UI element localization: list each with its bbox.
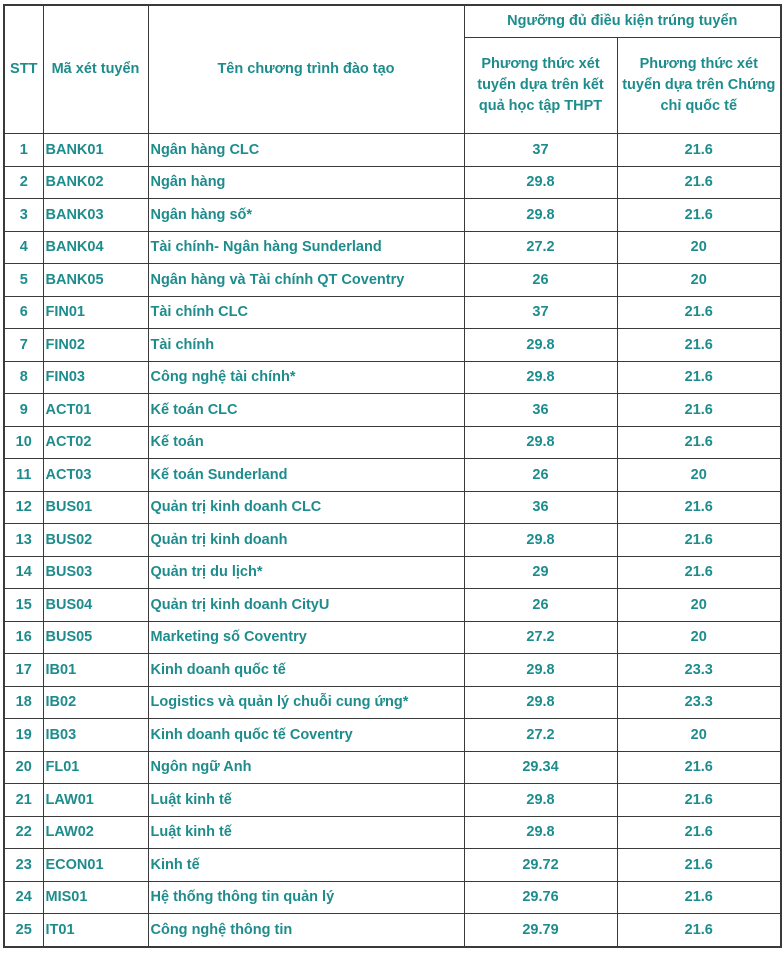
cell-code: BUS04 (43, 589, 148, 622)
cell-code: ACT02 (43, 426, 148, 459)
table-row (4, 426, 781, 459)
cell-stt: 2 (4, 166, 43, 199)
cell-thpt-score: 29.8 (464, 426, 617, 459)
cell-cert-score: 21.6 (617, 426, 781, 459)
cell-thpt-score: 26 (464, 589, 617, 622)
cell-cert-score: 21.6 (617, 751, 781, 784)
cell-program-name: Ngân hàng số* (148, 199, 464, 232)
cell-cert-score: 21.6 (617, 556, 781, 589)
table-row (4, 719, 781, 752)
cell-thpt-score: 37 (464, 296, 617, 329)
cell-code: IB01 (43, 654, 148, 687)
cell-code: FIN03 (43, 361, 148, 394)
cell-thpt-score: 29.76 (464, 881, 617, 914)
cell-program-name: Quản trị kinh doanh CLC (148, 491, 464, 524)
table-row (4, 394, 781, 427)
cell-thpt-score: 26 (464, 459, 617, 492)
cell-code: IT01 (43, 914, 148, 947)
cell-stt: 4 (4, 231, 43, 264)
cell-code: ACT03 (43, 459, 148, 492)
cell-stt: 15 (4, 589, 43, 622)
header-stt: STT (4, 5, 43, 134)
cell-program-name: Tài chính- Ngân hàng Sunderland (148, 231, 464, 264)
table-row (4, 296, 781, 329)
cell-cert-score: 21.6 (617, 394, 781, 427)
cell-program-name: Quản trị kinh doanh (148, 524, 464, 557)
cell-program-name: Logistics và quản lý chuỗi cung ứng* (148, 686, 464, 719)
header-code: Mã xét tuyển (43, 5, 148, 134)
cell-program-name: Tài chính (148, 329, 464, 362)
cell-cert-score: 20 (617, 459, 781, 492)
cell-thpt-score: 27.2 (464, 621, 617, 654)
cell-program-name: Kinh doanh quốc tế Coventry (148, 719, 464, 752)
table-row (4, 199, 781, 232)
cell-stt: 19 (4, 719, 43, 752)
cell-cert-score: 21.6 (617, 914, 781, 947)
cell-cert-score: 20 (617, 589, 781, 622)
cell-thpt-score: 26 (464, 264, 617, 297)
cell-program-name: Quản trị kinh doanh CityU (148, 589, 464, 622)
cell-stt: 10 (4, 426, 43, 459)
cell-thpt-score: 29.8 (464, 361, 617, 394)
cell-program-name: Marketing số Coventry (148, 621, 464, 654)
cell-stt: 24 (4, 881, 43, 914)
table-row (4, 264, 781, 297)
cell-stt: 14 (4, 556, 43, 589)
header-thpt-method: Phương thức xét tuyển dựa trên kết quả học tập THPT (464, 38, 617, 134)
table-row (4, 849, 781, 882)
cell-code: BUS02 (43, 524, 148, 557)
cell-cert-score: 21.6 (617, 881, 781, 914)
cell-program-name: Luật kinh tế (148, 816, 464, 849)
cell-thpt-score: 29.8 (464, 654, 617, 687)
cell-code: ACT01 (43, 394, 148, 427)
cell-code: BUS05 (43, 621, 148, 654)
header-threshold-group: Ngưỡng đủ điều kiện trúng tuyển (464, 5, 781, 38)
table-row (4, 751, 781, 784)
cell-program-name: Kinh doanh quốc tế (148, 654, 464, 687)
table-row (4, 654, 781, 687)
cell-cert-score: 21.6 (617, 134, 781, 167)
cell-cert-score: 21.6 (617, 199, 781, 232)
cell-cert-score: 20 (617, 621, 781, 654)
cell-stt: 9 (4, 394, 43, 427)
cell-code: BANK05 (43, 264, 148, 297)
cell-code: LAW02 (43, 816, 148, 849)
cell-stt: 20 (4, 751, 43, 784)
cell-cert-score: 21.6 (617, 524, 781, 557)
cell-code: BUS01 (43, 491, 148, 524)
cell-cert-score: 21.6 (617, 361, 781, 394)
header-row-top (4, 5, 781, 38)
cell-program-name: Luật kinh tế (148, 784, 464, 817)
cell-stt: 3 (4, 199, 43, 232)
cell-cert-score: 23.3 (617, 654, 781, 687)
cell-thpt-score: 29.8 (464, 329, 617, 362)
cell-stt: 17 (4, 654, 43, 687)
cell-thpt-score: 29.34 (464, 751, 617, 784)
cell-thpt-score: 29.72 (464, 849, 617, 882)
cell-stt: 11 (4, 459, 43, 492)
cell-stt: 23 (4, 849, 43, 882)
cell-thpt-score: 36 (464, 491, 617, 524)
cell-stt: 18 (4, 686, 43, 719)
cell-program-name: Kế toán (148, 426, 464, 459)
cell-cert-score: 21.6 (617, 296, 781, 329)
cell-code: BANK01 (43, 134, 148, 167)
cell-stt: 22 (4, 816, 43, 849)
cell-stt: 12 (4, 491, 43, 524)
cell-cert-score: 20 (617, 231, 781, 264)
cell-program-name: Ngân hàng (148, 166, 464, 199)
cell-thpt-score: 29.8 (464, 686, 617, 719)
cell-stt: 1 (4, 134, 43, 167)
table-body (4, 134, 781, 947)
cell-cert-score: 21.6 (617, 784, 781, 817)
cell-thpt-score: 27.2 (464, 231, 617, 264)
cell-thpt-score: 37 (464, 134, 617, 167)
cell-program-name: Hệ thống thông tin quản lý (148, 881, 464, 914)
cell-cert-score: 21.6 (617, 491, 781, 524)
cell-code: IB02 (43, 686, 148, 719)
cell-thpt-score: 36 (464, 394, 617, 427)
cell-cert-score: 21.6 (617, 166, 781, 199)
header-program-name: Tên chương trình đào tạo (148, 5, 464, 134)
cell-thpt-score: 29.8 (464, 784, 617, 817)
admission-threshold-table-container (3, 4, 782, 948)
admission-threshold-table (3, 4, 782, 948)
cell-program-name: Ngân hàng CLC (148, 134, 464, 167)
table-header (4, 5, 781, 134)
table-row (4, 881, 781, 914)
cell-cert-score: 20 (617, 264, 781, 297)
cell-code: FIN01 (43, 296, 148, 329)
cell-stt: 6 (4, 296, 43, 329)
cell-thpt-score: 29.8 (464, 816, 617, 849)
cell-cert-score: 21.6 (617, 816, 781, 849)
cell-thpt-score: 29.8 (464, 524, 617, 557)
cell-program-name: Công nghệ tài chính* (148, 361, 464, 394)
cell-code: FIN02 (43, 329, 148, 362)
cell-code: BANK02 (43, 166, 148, 199)
cell-code: IB03 (43, 719, 148, 752)
cell-cert-score: 21.6 (617, 849, 781, 882)
cell-cert-score: 21.6 (617, 329, 781, 362)
cell-thpt-score: 29 (464, 556, 617, 589)
cell-stt: 21 (4, 784, 43, 817)
table-row (4, 166, 781, 199)
table-row (4, 686, 781, 719)
cell-thpt-score: 29.8 (464, 166, 617, 199)
cell-stt: 13 (4, 524, 43, 557)
cell-code: BANK03 (43, 199, 148, 232)
cell-program-name: Công nghệ thông tin (148, 914, 464, 947)
cell-thpt-score: 27.2 (464, 719, 617, 752)
cell-cert-score: 20 (617, 719, 781, 752)
cell-stt: 25 (4, 914, 43, 947)
header-cert-method: Phương thức xét tuyển dựa trên Chứng chỉ quốc tế (617, 38, 781, 134)
cell-code: MIS01 (43, 881, 148, 914)
cell-program-name: Kế toán Sunderland (148, 459, 464, 492)
cell-program-name: Kế toán CLC (148, 394, 464, 427)
table-row (4, 914, 781, 947)
table-row (4, 361, 781, 394)
cell-code: FL01 (43, 751, 148, 784)
table-row (4, 134, 781, 167)
cell-thpt-score: 29.8 (464, 199, 617, 232)
cell-code: ECON01 (43, 849, 148, 882)
table-row (4, 329, 781, 362)
cell-program-name: Tài chính CLC (148, 296, 464, 329)
table-row (4, 231, 781, 264)
cell-stt: 8 (4, 361, 43, 394)
cell-program-name: Ngôn ngữ Anh (148, 751, 464, 784)
cell-program-name: Quản trị du lịch* (148, 556, 464, 589)
table-row (4, 621, 781, 654)
cell-code: BUS03 (43, 556, 148, 589)
table-row (4, 491, 781, 524)
table-row (4, 556, 781, 589)
cell-code: LAW01 (43, 784, 148, 817)
table-row (4, 589, 781, 622)
table-row (4, 459, 781, 492)
cell-stt: 16 (4, 621, 43, 654)
cell-program-name: Ngân hàng và Tài chính QT Coventry (148, 264, 464, 297)
table-row (4, 784, 781, 817)
cell-program-name: Kinh tế (148, 849, 464, 882)
cell-cert-score: 23.3 (617, 686, 781, 719)
cell-thpt-score: 29.79 (464, 914, 617, 947)
cell-stt: 7 (4, 329, 43, 362)
table-row (4, 816, 781, 849)
cell-code: BANK04 (43, 231, 148, 264)
table-row (4, 524, 781, 557)
cell-stt: 5 (4, 264, 43, 297)
